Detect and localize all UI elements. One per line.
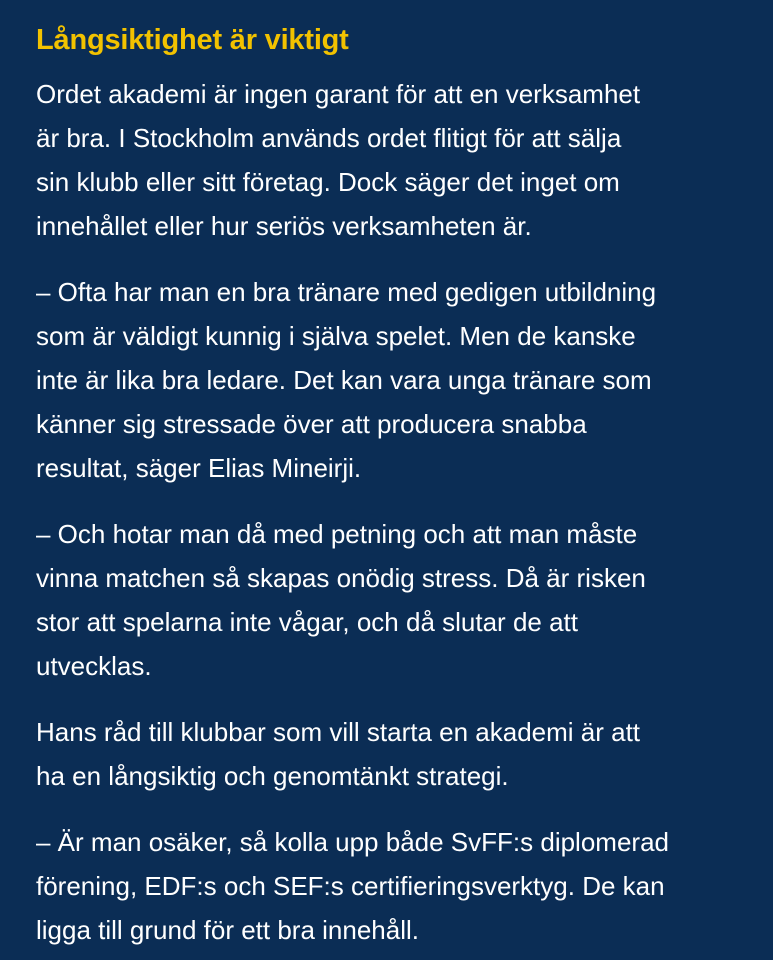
paragraph-line: Ordet akademi är ingen garant för att en verksamhet — [36, 79, 641, 109]
paragraph-line: förening, EDF:s och SEF:s certifieringsverktyg. De kan — [36, 871, 665, 901]
paragraph-line: ligga till grund för ett bra innehåll. — [36, 915, 420, 945]
paragraph-line: – Och hotar man då med petning och att man måste — [36, 519, 638, 549]
paragraph-line: är bra. I Stockholm används ordet flitigt för att sälja — [36, 123, 622, 153]
paragraph-line: resultat, säger Elias Mineirji. — [36, 453, 362, 483]
paragraph-line: utvecklas. — [36, 651, 152, 681]
paragraph-line: innehållet eller hur seriös verksamheten är. — [36, 211, 532, 241]
paragraph-line: inte är lika bra ledare. Det kan vara unga tränare som — [36, 365, 652, 395]
paragraph-2-quote — [36, 270, 743, 490]
paragraph-1 — [36, 72, 743, 248]
paragraph-line: ha en långsiktig och genomtänkt strategi. — [36, 761, 509, 791]
paragraph-line: – Är man osäker, så kolla upp både SvFF:s diplomerad — [36, 827, 669, 857]
paragraph-line: som är väldigt kunnig i själva spelet. Men de kanske — [36, 321, 636, 351]
paragraph-line: – Ofta har man en bra tränare med gedigen utbildning — [36, 277, 657, 307]
paragraph-3-quote — [36, 512, 743, 688]
article-heading: Långsiktighet är viktigt — [36, 24, 349, 56]
paragraph-line: känner sig stressade över att producera snabba — [36, 409, 587, 439]
paragraph-5-quote — [36, 820, 743, 952]
paragraph-4 — [36, 710, 743, 798]
paragraph-line: sin klubb eller sitt företag. Dock säger det inget om — [36, 167, 620, 197]
paragraph-line: vinna matchen så skapas onödig stress. Då är risken — [36, 563, 646, 593]
paragraph-line: Hans råd till klubbar som vill starta en akademi är att — [36, 717, 641, 747]
paragraph-line: stor att spelarna inte vågar, och då slutar de att — [36, 607, 578, 637]
